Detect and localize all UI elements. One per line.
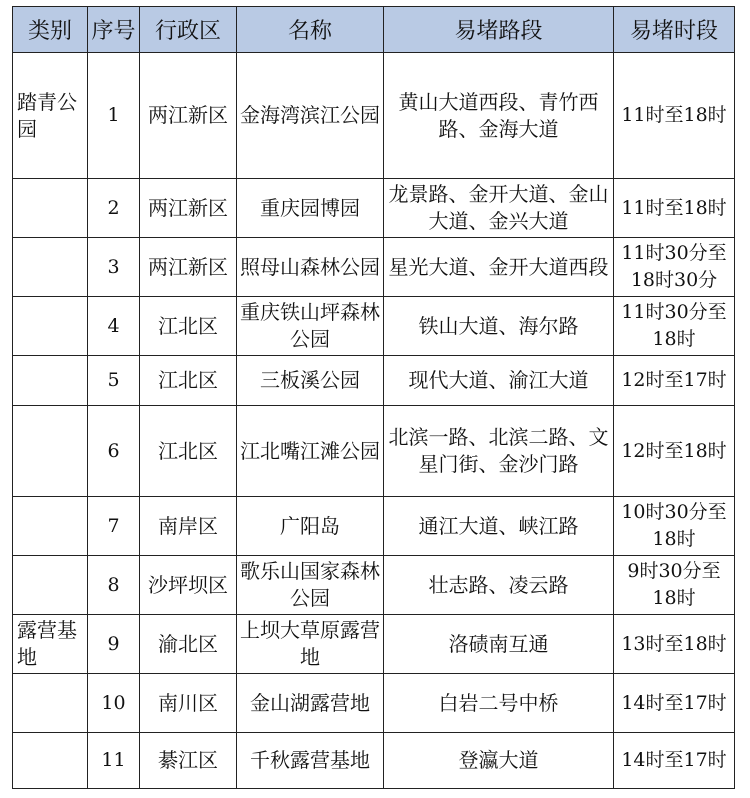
name-text: 金山湖露营地 (250, 690, 370, 715)
district-cell: 两江新区 (140, 179, 237, 238)
name-cell (237, 615, 384, 674)
seq-cell: 3 (88, 238, 140, 297)
header-row (13, 7, 735, 53)
road-text: 白岩二号中桥 (438, 690, 559, 715)
time-text: 11时30分至18时 (621, 301, 727, 350)
table-row (13, 674, 735, 733)
road-text: 星光大道、金开大道西段 (388, 254, 609, 279)
road-cell (384, 53, 614, 179)
district-cell: 渝北区 (140, 615, 237, 674)
road-cell (384, 733, 614, 789)
name-cell (237, 556, 384, 615)
seq-cell: 8 (88, 556, 140, 615)
table-row (13, 406, 735, 497)
road-cell (384, 674, 614, 733)
district-cell: 綦江区 (140, 733, 237, 789)
table-row (13, 497, 735, 556)
district-cell: 两江新区 (140, 238, 237, 297)
category-cell (13, 356, 88, 406)
name-text: 千秋露营基地 (250, 748, 370, 772)
time-text: 10时30分至18时 (621, 501, 727, 550)
road-text: 龙景路、金开大道、金山大道、金兴大道 (388, 182, 609, 233)
time-cell: 12时至18时 (614, 406, 735, 497)
name-cell (237, 238, 384, 297)
name-cell (237, 733, 384, 789)
table-row (13, 297, 735, 356)
district-cell: 江北区 (140, 406, 237, 497)
district-cell: 沙坪坝区 (140, 556, 237, 615)
road-text: 北滨一路、北滨二路、文星门街、金沙门路 (388, 425, 609, 476)
district-cell: 江北区 (140, 297, 237, 356)
time-cell (614, 556, 735, 615)
road-text: 现代大道、渝江大道 (408, 368, 589, 392)
category-cell: 踏青公园 (13, 53, 88, 179)
road-cell (384, 179, 614, 238)
name-text: 江北嘴江滩公园 (240, 438, 380, 463)
category-cell (13, 179, 88, 238)
road-text: 洛碛南互通 (448, 631, 549, 656)
name-text: 照母山森林公园 (240, 254, 380, 279)
road-cell (384, 497, 614, 556)
name-cell (237, 179, 384, 238)
time-text: 11时30分至18时30分 (621, 242, 727, 291)
seq-cell: 4 (88, 297, 140, 356)
table-row (13, 179, 735, 238)
category-cell (13, 674, 88, 733)
header-district: 行政区 (140, 7, 237, 53)
header-time: 易堵时段 (614, 7, 735, 53)
road-cell (384, 356, 614, 406)
name-cell (237, 356, 384, 406)
road-cell (384, 556, 614, 615)
seq-cell: 5 (88, 356, 140, 406)
road-cell (384, 406, 614, 497)
category-cell: 露营基地 (13, 615, 88, 674)
category-cell (13, 406, 88, 497)
district-cell: 南岸区 (140, 497, 237, 556)
seq-cell: 9 (88, 615, 140, 674)
table-row (13, 556, 735, 615)
road-text: 壮志路、凌云路 (428, 572, 569, 597)
road-cell (384, 615, 614, 674)
header-road: 易堵路段 (384, 7, 614, 53)
table-row (13, 615, 735, 674)
time-cell: 11时至18时 (614, 179, 735, 238)
congestion-table (12, 6, 735, 789)
time-cell (614, 297, 735, 356)
category-cell (13, 497, 88, 556)
name-cell (237, 53, 384, 179)
table-row (13, 53, 735, 179)
table-row (13, 356, 735, 406)
road-text: 黄山大道西段、青竹西路、金海大道 (398, 89, 599, 141)
name-cell (237, 406, 384, 497)
time-cell: 13时至18时 (614, 615, 735, 674)
table-row (13, 733, 735, 789)
seq-cell: 10 (88, 674, 140, 733)
time-cell: 14时至17时 (614, 674, 735, 733)
seq-cell: 7 (88, 497, 140, 556)
category-cell (13, 297, 88, 356)
road-text: 登瀛大道 (458, 748, 539, 772)
time-text: 9时30分至18时 (627, 560, 721, 609)
road-text: 通江大道、峡江路 (418, 513, 579, 538)
seq-cell: 6 (88, 406, 140, 497)
name-text: 上坝大草原露营地 (240, 618, 380, 669)
name-cell (237, 297, 384, 356)
district-cell: 南川区 (140, 674, 237, 733)
category-cell (13, 733, 88, 789)
name-text: 金海湾滨江公园 (240, 103, 380, 127)
road-text: 铁山大道、海尔路 (418, 313, 579, 338)
road-cell (384, 238, 614, 297)
name-text: 重庆铁山坪森林公园 (240, 300, 380, 351)
district-cell: 江北区 (140, 356, 237, 406)
name-cell (237, 497, 384, 556)
name-cell (237, 674, 384, 733)
time-cell: 11时至18时 (614, 53, 735, 179)
time-cell: 12时至17时 (614, 356, 735, 406)
road-cell (384, 297, 614, 356)
table-row (13, 238, 735, 297)
time-cell (614, 238, 735, 297)
district-cell: 两江新区 (140, 53, 237, 179)
seq-cell: 11 (88, 733, 140, 789)
name-text: 重庆园博园 (260, 195, 360, 220)
header-name: 名称 (237, 7, 384, 53)
time-cell (614, 497, 735, 556)
header-seq: 序号 (88, 7, 140, 53)
name-text: 三板溪公园 (260, 368, 360, 392)
category-cell (13, 556, 88, 615)
name-text: 歌乐山国家森林公园 (240, 559, 380, 610)
time-cell: 14时至17时 (614, 733, 735, 789)
seq-cell: 1 (88, 53, 140, 179)
category-cell (13, 238, 88, 297)
name-text: 广阳岛 (280, 513, 340, 538)
seq-cell: 2 (88, 179, 140, 238)
header-category: 类别 (13, 7, 88, 53)
